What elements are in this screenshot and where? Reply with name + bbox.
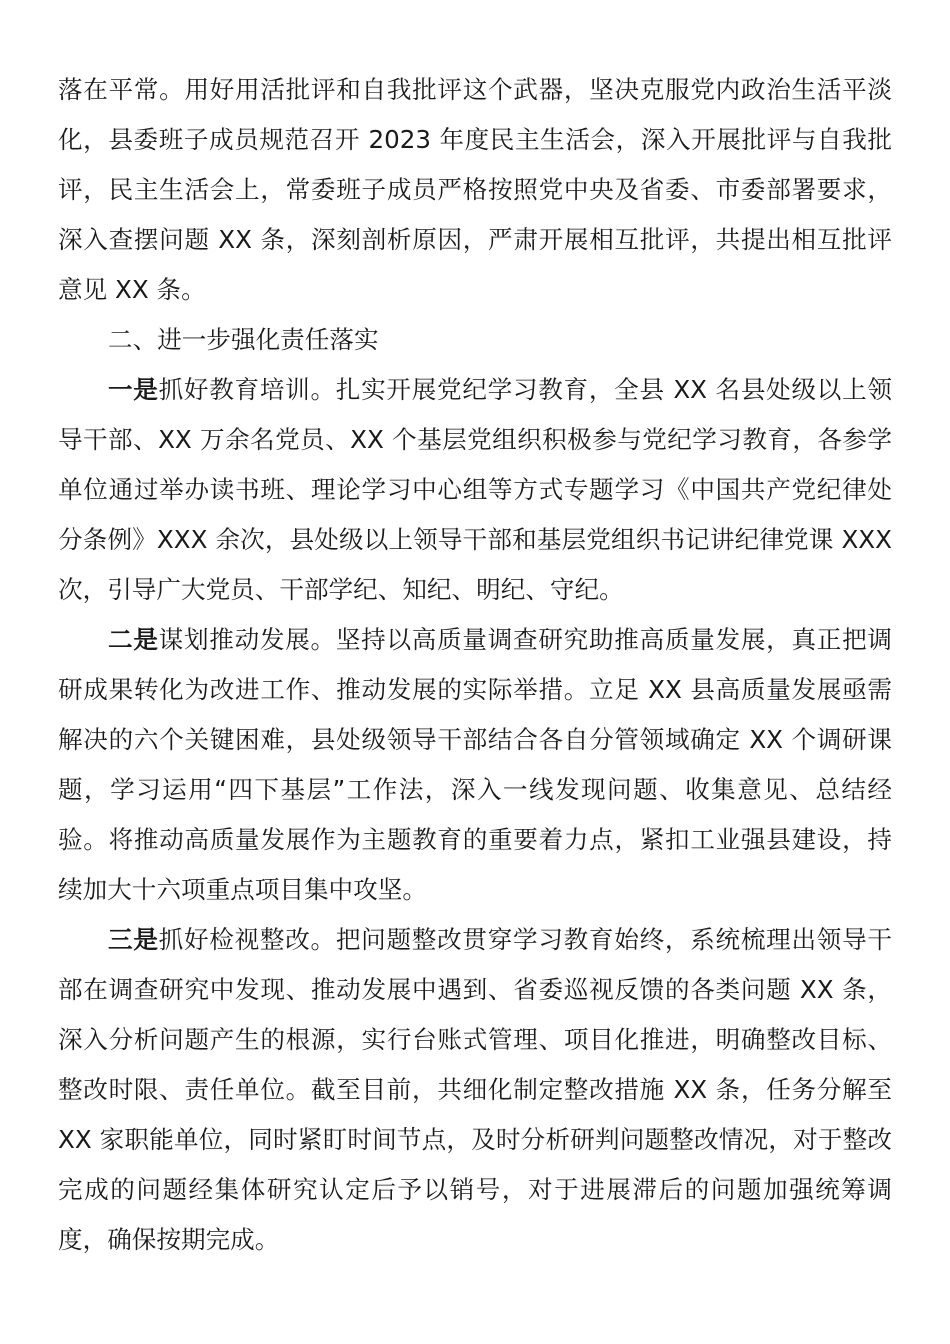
paragraph-line: 完成的问题经集体研究认定后予以销号，对于进展滞后的问题加强统筹调 <box>58 1175 892 1204</box>
item-text: 抓好教育培训。扎实开展党纪学习教育，全县 XX 名县处级以上领 <box>158 375 892 404</box>
paragraph-line: XX 家职能单位，同时紧盯时间节点，及时分析研判问题整改情况，对于整改 <box>58 1125 892 1154</box>
section-heading: 二、进一步强化责任落实 <box>108 325 379 354</box>
item-text: 抓好检视整改。把问题整改贯穿学习教育始终，系统梳理出领导干 <box>158 925 892 954</box>
paragraph-line: 导干部、XX 万余名党员、XX 个基层党组织积极参与党纪学习教育，各参学 <box>58 425 892 454</box>
item-2-first-line <box>108 620 892 660</box>
paragraph-line: 落在平常。用好用活批评和自我批评这个武器，坚决克服党内政治生活平淡 <box>58 75 892 104</box>
paragraph-line: 单位通过举办读书班、理论学习中心组等方式专题学习《中国共产党纪律处 <box>58 475 892 504</box>
paragraph-line: 分条例》XXX 余次，县处级以上领导干部和基层党组织书记讲纪律党课 XXX <box>58 525 892 554</box>
paragraph-line: 续加大十六项重点项目集中攻坚。 <box>58 875 427 904</box>
item-lead: 一是 <box>108 375 159 404</box>
paragraph-line: 度，确保按期完成。 <box>58 1225 280 1254</box>
paragraph-line: 整改时限、责任单位。截至目前，共细化制定整改措施 XX 条，任务分解至 <box>58 1075 892 1104</box>
item-3-first-line <box>108 920 892 960</box>
item-lead: 二是 <box>108 625 159 654</box>
paragraph-line: 次，引导广大党员、干部学纪、知纪、明纪、守纪。 <box>58 575 624 604</box>
paragraph-line: 化，县委班子成员规范召开 2023 年度民主生活会，深入开展批评与自我批 <box>58 125 892 154</box>
paragraph-line: 部在调查研究中发现、推动发展中遇到、省委巡视反馈的各类问题 XX 条， <box>58 975 892 1004</box>
paragraph-line: 解决的六个关键困难，县处级领导干部结合各自分管领域确定 XX 个调研课 <box>58 725 892 754</box>
paragraph-line: 评，民主生活会上，常委班子成员严格按照党中央及省委、市委部署要求， <box>58 175 892 204</box>
item-1-first-line <box>108 370 892 410</box>
paragraph-line: 验。将推动高质量发展作为主题教育的重要着力点，紧扣工业强县建设，持 <box>58 825 892 854</box>
paragraph-line: 深入查摆问题 XX 条，深刻剖析原因，严肃开展相互批评，共提出相互批评 <box>58 225 892 254</box>
paragraph-line: 题，学习运用“四下基层”工作法，深入一线发现问题、收集意见、总结经 <box>58 775 892 804</box>
paragraph-line: 意见 XX 条。 <box>58 275 206 304</box>
paragraph-line: 深入分析问题产生的根源，实行台账式管理、项目化推进，明确整改目标、 <box>58 1025 892 1054</box>
item-text: 谋划推动发展。坚持以高质量调查研究助推高质量发展，真正把调 <box>158 625 892 654</box>
paragraph-line: 研成果转化为改进工作、推动发展的实际举措。立足 XX 县高质量发展亟需 <box>58 675 892 704</box>
item-lead: 三是 <box>108 925 159 954</box>
